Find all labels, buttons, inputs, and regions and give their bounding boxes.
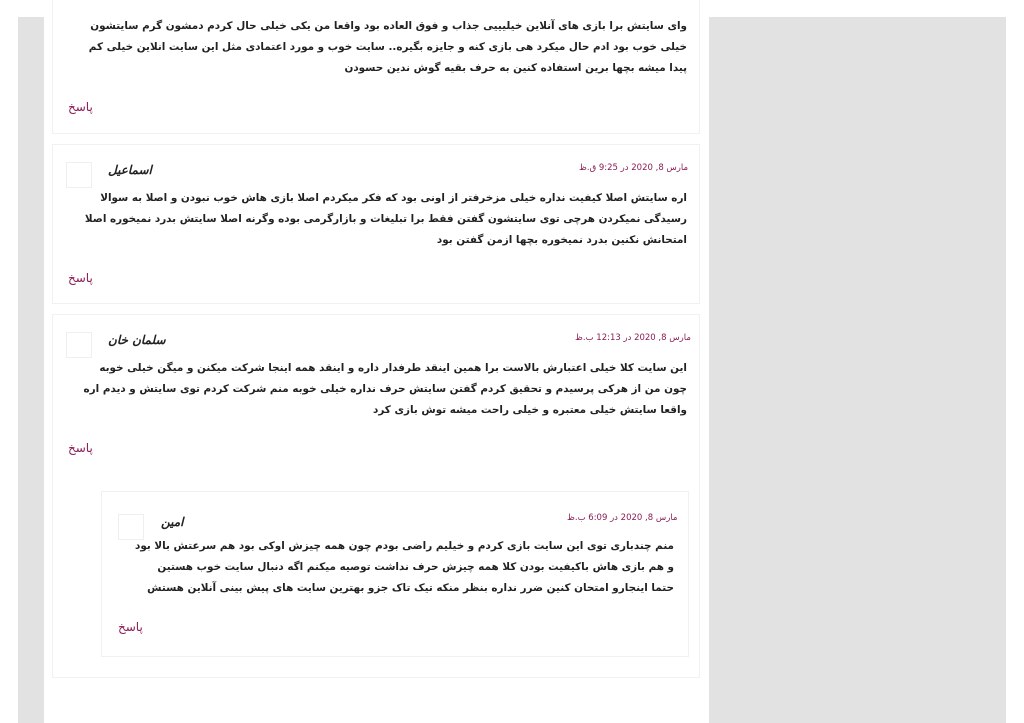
comment-author: اسماعیل (108, 163, 152, 177)
avatar (66, 162, 92, 188)
comment-date[interactable]: مارس 8, 2020 در 9:25 ق.ظ (579, 163, 689, 173)
comment-author: سلمان خان (108, 333, 166, 347)
comment-author: امین (161, 515, 184, 529)
comments-area (44, 0, 709, 723)
comment-date[interactable]: مارس 8, 2020 در 12:13 ب.ظ (575, 333, 691, 343)
comment-text: اره سایتش اصلا کیفیت نداره خیلی مزخرفتر از اونی بود که فکر میکردم اصلا بازی هاش خوب نبودن و اصلا به سوالا رسیدگی نمیکردن هرچی توی سایتشون گفتن فقط برا تبلیغات و بازارگرمی بوده وگرنه اصلا سایتش بدرد نمیخوره اصلا امتحانش نکنین بدرد نمیخوره بچها ازمن گفتن بود (84, 192, 687, 246)
comment-text: وای سایتش برا بازی های آنلاین خیلیییی جذاب و فوق العاده بود واقعا من یکی خیلی حال کردم دمشون گرم سایتشون خیلی خوب بود ادم حال میکرد هی بازی کنه و جایزه بگیره.. سایت خوب و مورد اعتمادی مثل این سایت انلاین خیلی کم پیدا میشه بچها برین استفاده کنین به حرف بقیه گوش ندین حسودن (88, 20, 687, 74)
nested-comment-card (101, 491, 689, 657)
avatar (66, 332, 92, 358)
right-sidebar (709, 17, 1006, 723)
comment-card (52, 0, 700, 134)
comment-card (52, 144, 700, 304)
reply-link[interactable]: پاسخ (68, 100, 93, 114)
comment-date[interactable]: مارس 8, 2020 در 6:09 ب.ظ (567, 513, 678, 523)
comment-card (52, 314, 700, 678)
left-margin-band (18, 17, 44, 723)
reply-link[interactable]: پاسخ (68, 441, 93, 455)
reply-link[interactable]: پاسخ (68, 271, 93, 285)
reply-link[interactable]: پاسخ (118, 620, 143, 634)
comment-text: منم چندباری توی این سایت بازی کردم و خیلیم راضی بودم چون همه چیزش اوکی بود هم سرعتش بالا بود و هم بازی هاش باکیفیت بودن کلا همه چیزش حرف نداشت توصیه میکنم اگه دنبال سایت خوب هستین حتما اینجارو امتحان کنین ضرر نداره بنظر منکه تیک تاک جزو بهترین سایت های پیش بینی آنلاین هستش (135, 540, 674, 594)
comment-text: این سایت کلا خیلی اعتبارش بالاست برا همین اینقد طرفدار داره و اینقد همه اینجا شرکت میکنن و میگن خیلی خوبه چون من از هرکی پرسیدم و تحقیق کردم گفتن سایتش حرف نداره خیلی خوبه منم شرکت کردم توی سایتش و دیدم اره واقعا سایتش خیلی معتبره و خیلی راحت میشه توش بازی کرد (83, 362, 687, 416)
